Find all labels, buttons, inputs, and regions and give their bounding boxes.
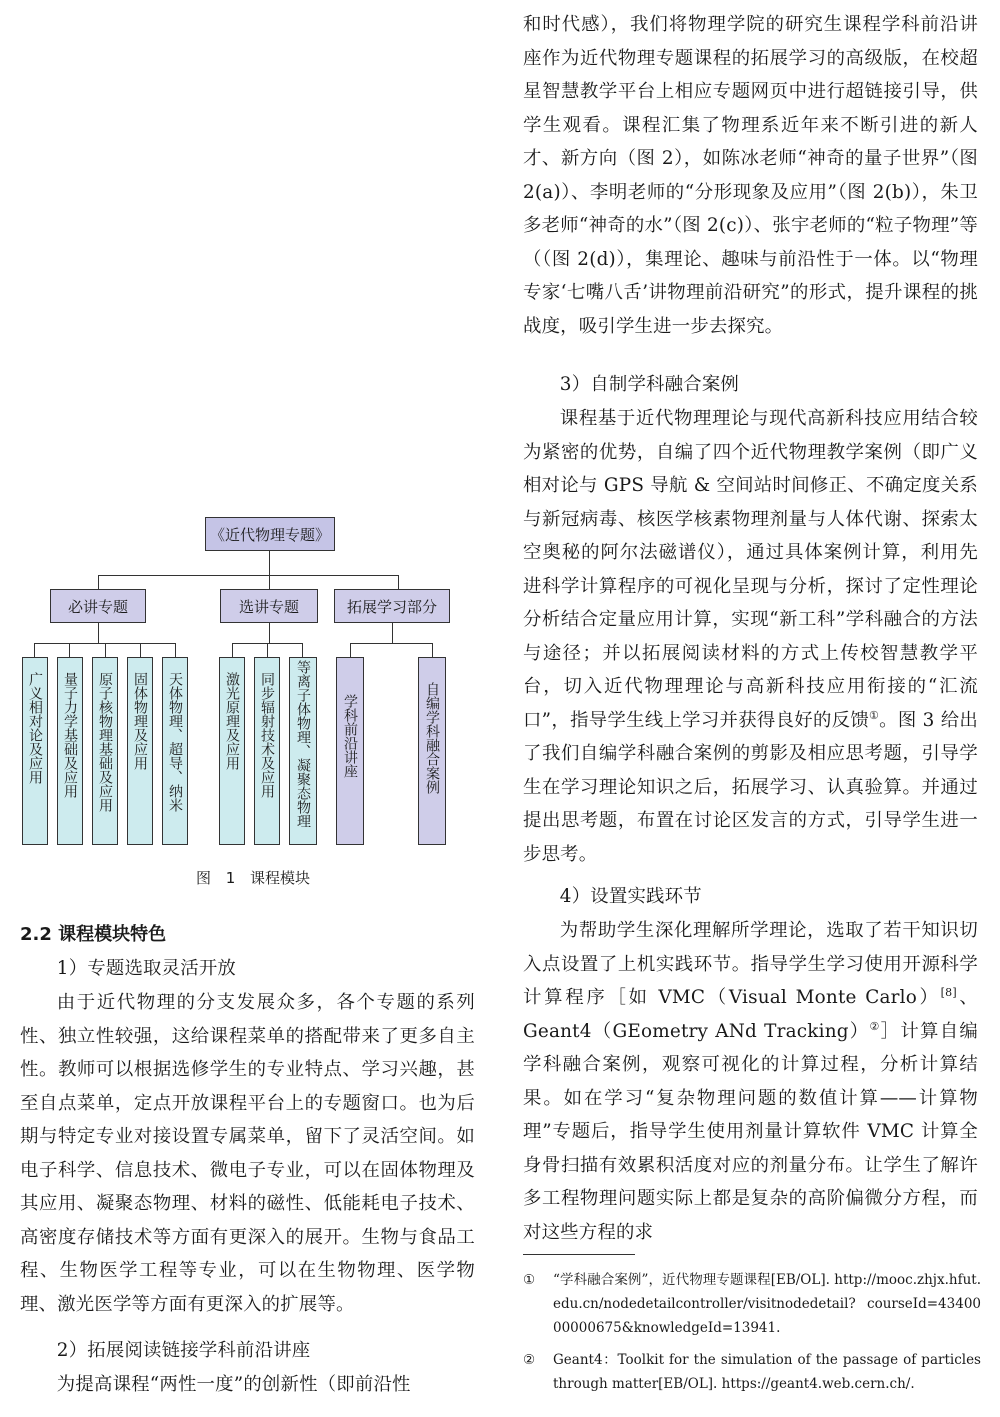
paragraph-fusion-cases-text: 课程基于近代物理理论与现代高新科技应用结合较为紧密的优势，自编了四个近代物理教学案例（即广义相对论与 GPS 导航 & 空间站时间修正、不确定度关系与新冠病毒、核医学核素物理剂量与人体代谢、探索太空奥秘的阿尔法磁谱仪），通过具体案例计算，利用先进科学计算程序的可视化呈现与分析，探讨了定性理论分析结合定量应用计算，实现“新工科”学科融合的方法与途径；并以拓展阅读材料的方式上传校智慧教学平台，切入近代物理理论与高新科技应用衔接的“汇流口”，指导学生线上学习并获得良好的反馈 <box>523 408 978 731</box>
topic-frontier-lectures <box>336 657 364 845</box>
footnote-ref-2[interactable]: ② <box>869 1019 881 1033</box>
topic-label: 量子力学基础及应用 <box>62 672 78 798</box>
topic-quantum-mechanics <box>57 657 83 845</box>
citation-ref-8[interactable]: [8] <box>940 985 957 999</box>
footnote-1 <box>523 1268 983 1346</box>
footnote-divider <box>523 1254 635 1255</box>
footnote-2 <box>523 1348 983 1400</box>
paragraph-two-properties: 为提高课程“两性一度”的创新性（即前沿性 <box>56 1374 411 1395</box>
topic-nuclear-physics <box>92 657 118 845</box>
topic-solid-state <box>127 657 153 845</box>
topic-label: 原子核物理基础及应用 <box>97 672 113 812</box>
topic-synchrotron <box>254 657 280 845</box>
paragraph-practice <box>523 914 978 1249</box>
topic-laser <box>219 657 245 845</box>
topic-label: 学科前沿讲座 <box>342 694 358 778</box>
footnote-1-text: “学科融合案例”，近代物理专题课程[EB/OL]. http://mooc.zhjx.hfut.edu.cn/nodedetailcontroller/visitnodedetail? courseId=4340000000675&knowledgeId=13941. <box>553 1272 981 1336</box>
subheading-2: 2）拓展阅读链接学科前沿讲座 <box>56 1340 311 1361</box>
topic-astrophysics <box>162 657 188 845</box>
paragraph-fusion-cases-tail: 。图 3 给出了我们自编学科融合案例的剪影及相应思考题，引导学生在学习理论知识之后，拓展学习、认真验算。并通过提出思考题，布置在讨论区发言的方式，引导学生进一步思考。 <box>523 709 978 865</box>
course-module-diagram <box>27 515 468 895</box>
topic-general-relativity <box>22 657 48 845</box>
topic-label: 广义相对论及应用 <box>27 672 43 784</box>
diagram-root-label: 《近代物理专题》 <box>209 525 330 544</box>
topic-plasma <box>289 657 317 845</box>
subheading-3: 3）自制学科融合案例 <box>559 374 740 395</box>
paragraph-fusion-cases <box>523 402 978 871</box>
topic-label: 天体物理、超导、纳米 <box>167 672 183 812</box>
section-heading: 2.2 课程模块特色 <box>20 924 167 945</box>
subheading-1: 1）专题选取灵活开放 <box>56 958 237 979</box>
footnote-ref-1[interactable]: ① <box>869 708 880 722</box>
figure-caption: 图 1 课程模块 <box>195 869 311 887</box>
topic-fusion-cases <box>418 657 446 845</box>
paragraph-frontier-lectures: 和时代感），我们将物理学院的研究生课程学科前沿讲座作为近代物理专题课程的拓展学习的高级版，在校超星智慧教学平台上相应专题网页中进行超链接引导，供学生观看。课程汇集了物理系近年来不断引进的新人才、新方向（图 2），如陈冰老师“神奇的量子世界”（图 2(a)）、李明老师的“分形现象及应用”（图 2(b)），朱卫多老师“神奇的水”（图 2(c)）、张宇老师的“粒子物理”等（（图 2(d)），集理论、趣味与前沿性于一体。以“物理专家‘七嘴八舌’讲物理前沿研究”的形式，提升课程的挑战度，吸引学生进一步去探究。 <box>523 14 978 337</box>
group-required-node <box>50 589 146 623</box>
topic-label: 自编学科融合案例 <box>424 682 440 794</box>
paragraph-flexible-topics: 由于近代物理的分支发展众多，各个专题的系列性、独立性较强，这给课程菜单的搭配带来了更多自主性。教师可以根据选修学生的专业特点、学习兴趣，甚至自点菜单，定点开放课程平台上的专题窗口。也为后期与特定专业对接设置专属菜单，留下了灵活空间。如电子科学、信息技术、微电子专业，可以在固体物理及其应用、凝聚态物理、材料的磁性、低能耗电子技术、高密度存储技术等方面有更深入的展开。生物与食品工程、生物医学工程等专业，可以在生物物理、医学物理、激光医学等方面有更深入的扩展等。 <box>20 992 475 1315</box>
footnote-1-mark: ① <box>523 1272 536 1288</box>
topic-label: 同步辐射技术及应用 <box>259 672 275 798</box>
group-required-label: 必讲专题 <box>67 597 128 616</box>
subheading-4: 4）设置实践环节 <box>559 886 702 907</box>
footnote-2-text: Geant4：Toolkit for the simulation of the passage of particles through matter[EB/OL]. https://geant4.web.cern.ch/. <box>553 1352 981 1392</box>
paragraph-practice-text-2: 、Geant4（GEometry ANd Tracking） <box>523 987 978 1042</box>
diagram-root-node <box>205 517 335 551</box>
topic-label: 固体物理及应用 <box>132 672 148 770</box>
paragraph-practice-text: 为帮助学生深化理解所学理论，选取了若干知识切入点设置了上机实践环节。指导学生学习使用开源科学计算程序［如 VMC（Visual Monte Carlo） <box>523 920 978 1008</box>
topic-label: 激光原理及应用 <box>224 672 240 770</box>
group-extended-node <box>334 589 450 623</box>
paragraph-practice-text-3: ］计算自编学科融合案例，观察可视化的计算过程，分析计算结果。如在学习“复杂物理问题的数值计算——计算物理”专题后，指导学生使用剂量计算软件 VMC 计算全身骨扫描有效累积活度对应的剂量分布。让学生了解许多工程物理问题实际上都是复杂的高阶偏微分方程，而对这些方程的求 <box>523 1020 978 1243</box>
group-extended-label: 拓展学习部分 <box>346 597 437 616</box>
topic-label: 等离子体物理、凝聚态物理 <box>295 660 311 828</box>
group-elective-node <box>220 589 318 623</box>
group-elective-label: 选讲专题 <box>238 597 299 616</box>
footnote-2-mark: ② <box>523 1352 536 1368</box>
